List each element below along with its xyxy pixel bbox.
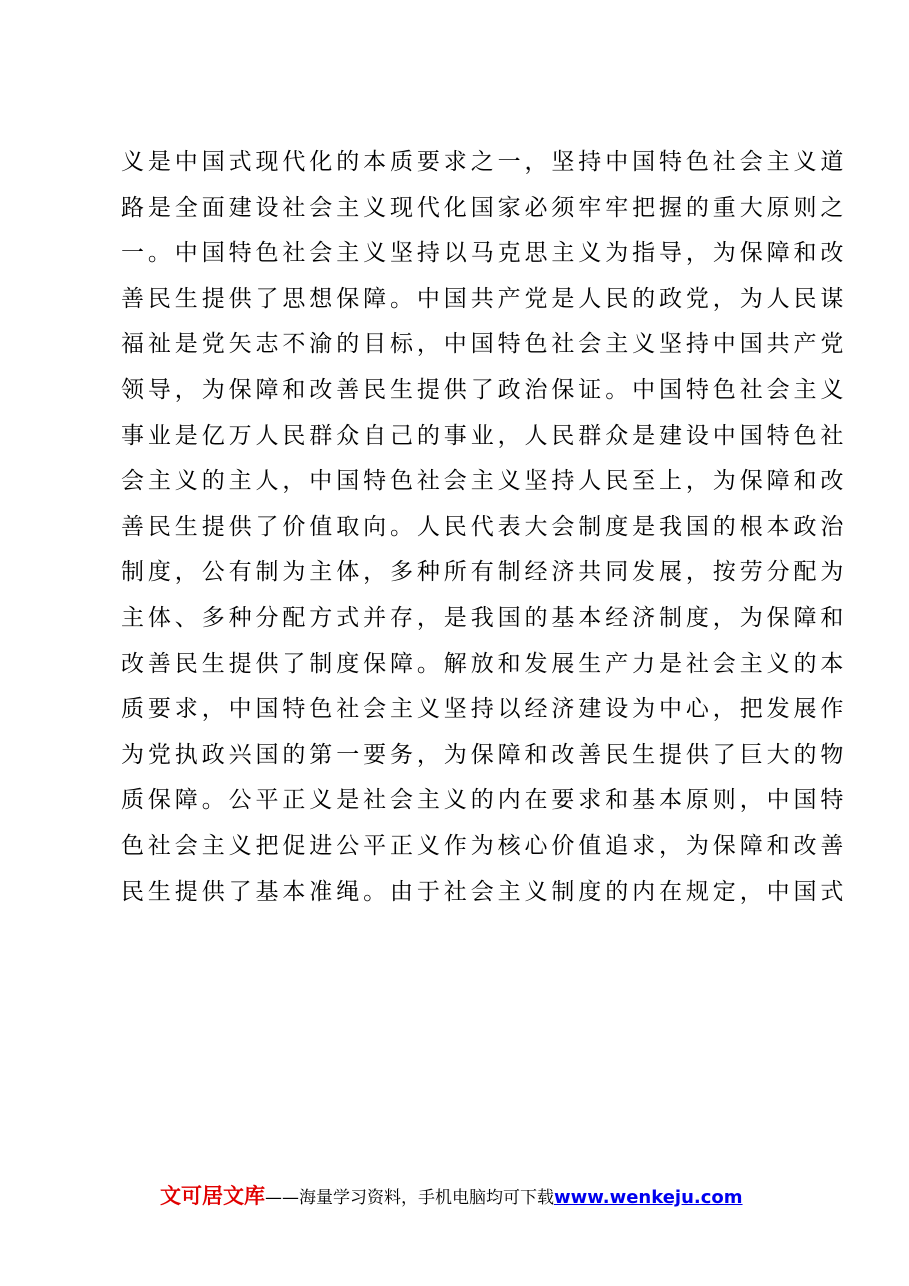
text-line: 色社会主义把促进公平正义作为核心价值追求，为保障和改善 [121, 832, 848, 859]
body-text [121, 140, 848, 915]
footer-slogan: ——海量学习资料，手机电脑均可下载 [265, 1188, 554, 1208]
text-line: 领导，为保障和改善民生提供了政治保证。中国特色社会主义 [121, 376, 848, 403]
text-line: 福祉是党矢志不渝的目标，中国特色社会主义坚持中国共产党 [121, 331, 848, 358]
text-line: 一。中国特色社会主义坚持以马克思主义为指导，为保障和改 [121, 240, 848, 267]
text-line: 事业是亿万人民群众自己的事业，人民群众是建设中国特色社 [121, 422, 848, 449]
text-line: 质要求，中国特色社会主义坚持以经济建设为中心，把发展作 [121, 696, 848, 723]
text-line: 会主义的主人，中国特色社会主义坚持人民至上，为保障和改 [121, 468, 848, 495]
text-line: 民生提供了基本准绳。由于社会主义制度的内在规定，中国式 [121, 878, 848, 905]
text-line: 义是中国式现代化的本质要求之一，坚持中国特色社会主义道 [121, 149, 848, 175]
text-line: 为党执政兴国的第一要务，为保障和改善民生提供了巨大的物 [121, 741, 848, 768]
text-line: 制度，公有制为主体，多种所有制经济共同发展，按劳分配为 [121, 559, 848, 586]
footer-website-link[interactable]: www.wenkeju.com [554, 1187, 743, 1208]
text-line: 主体、多种分配方式并存，是我国的基本经济制度，为保障和 [121, 604, 848, 631]
text-line: 路是全面建设社会主义现代化国家必须牢牢把握的重大原则之 [121, 194, 848, 221]
text-line: 改善民生提供了制度保障。解放和发展生产力是社会主义的本 [121, 650, 848, 677]
footer [160, 1182, 780, 1210]
text-line: 质保障。公平正义是社会主义的内在要求和基本原则，中国特 [121, 787, 848, 814]
text-line: 善民生提供了价值取向。人民代表大会制度是我国的根本政治 [121, 513, 848, 540]
text-line: 善民生提供了思想保障。中国共产党是人民的政党，为人民谋 [121, 285, 848, 312]
footer-brand: 文可居文库 [160, 1184, 265, 1208]
